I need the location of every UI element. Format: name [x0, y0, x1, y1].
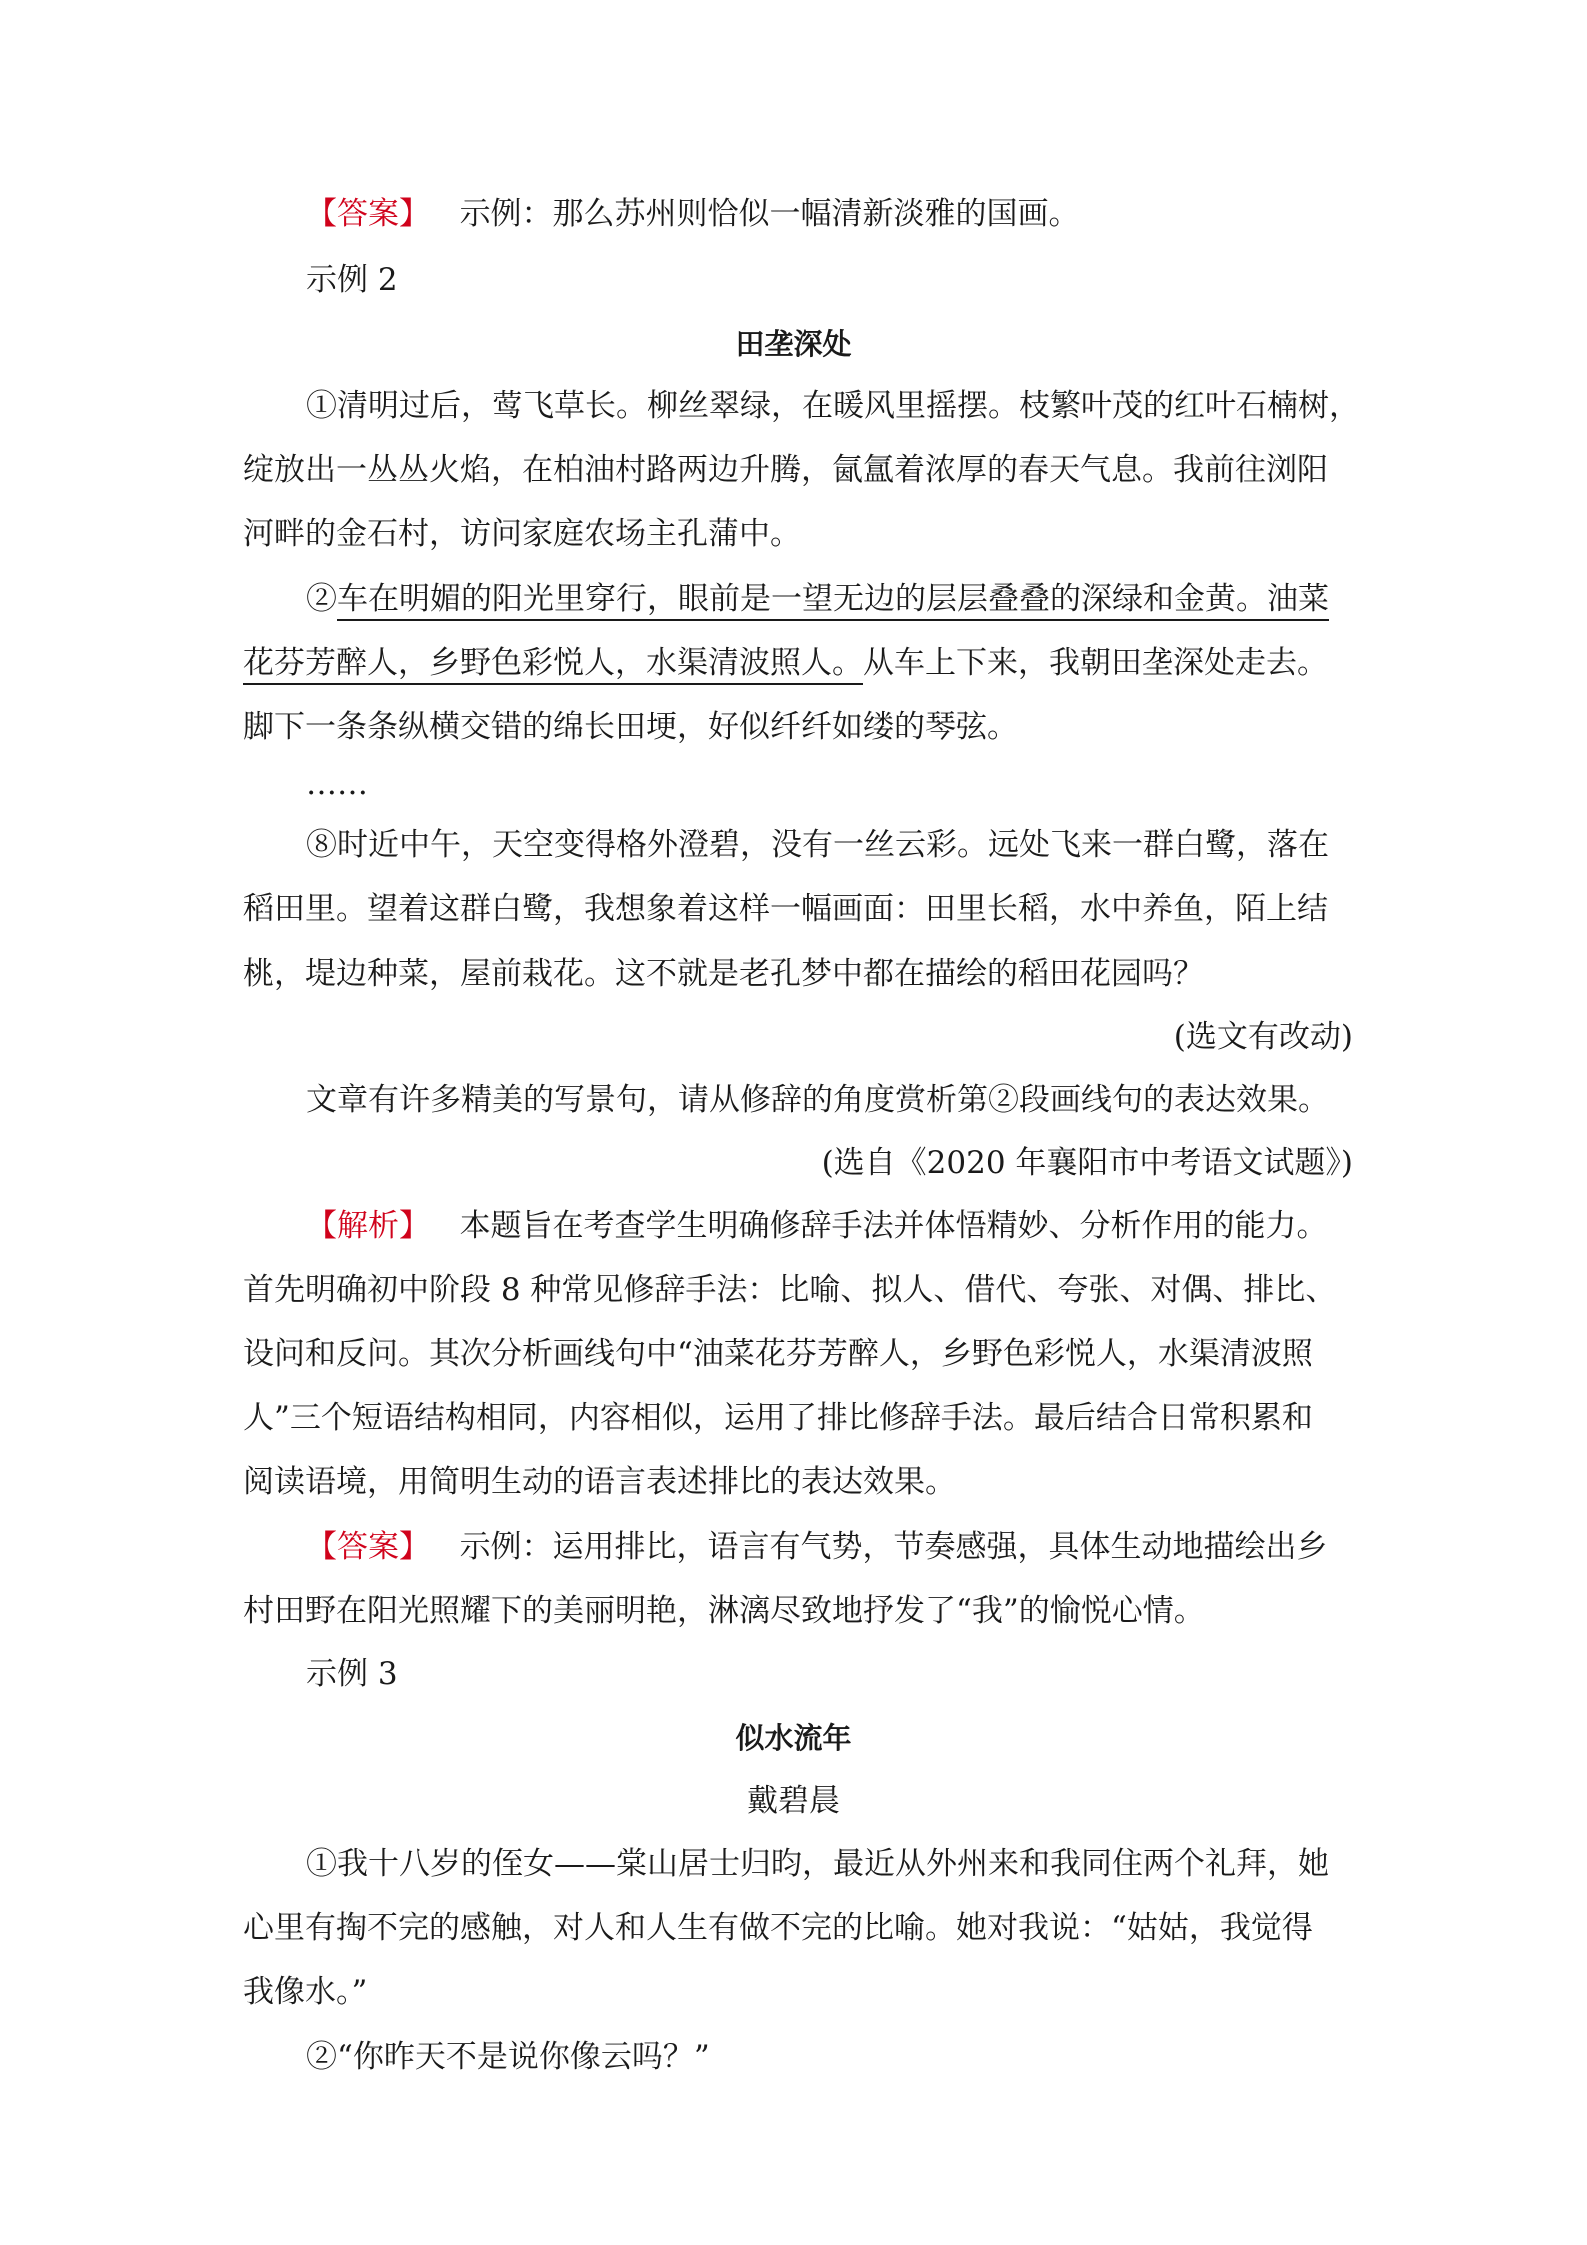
analysis-line: 人”三个短语结构相同，内容相似，运用了排比修辞手法。最后结合日常积累和	[243, 1400, 1313, 1436]
analysis-line	[306, 1204, 1328, 1248]
ex1-answer-line	[306, 192, 1080, 236]
analysis-line: 阅读语境，用简明生动的语言表述排比的表达效果。	[243, 1464, 956, 1500]
paragraph-line	[306, 577, 1329, 621]
paragraph-line: 桃，堤边种菜，屋前栽花。这不就是老孔梦中都在描绘的稻田花园吗？	[243, 956, 1204, 992]
underlined-sentence: 车在明媚的阳光里穿行，眼前是一望无边的层层叠叠的深绿和金黄。油菜	[337, 581, 1329, 621]
analysis-text: 本题旨在考查学生明确修辞手法并体悟精妙、分析作用的能力。	[459, 1208, 1328, 1244]
answer-line	[306, 1525, 1328, 1569]
answer-tag: 【答案】	[306, 1529, 430, 1565]
paragraph-line: 绽放出一丛丛火焰，在柏油村路两边升腾，氤氲着浓厚的春天气息。我前往浏阳	[243, 452, 1328, 488]
essay-author: 戴碧晨	[747, 1783, 840, 1819]
analysis-tag: 【解析】	[306, 1208, 430, 1244]
essay-title-2: 似水流年	[735, 1721, 852, 1755]
paragraph-line: 我像水。”	[243, 1974, 368, 2010]
underlined-sentence: 花芬芳醉人，乡野色彩悦人，水渠清波照人。	[243, 645, 863, 685]
paragraph-line	[243, 641, 1328, 685]
paragraph-number: ②	[306, 581, 337, 617]
paragraph-line: 河畔的金石村，访问家庭农场主孔蒲中。	[243, 516, 801, 552]
source-note: (选自《2020 年襄阳市中考语文试题》)	[821, 1145, 1353, 1181]
example-3-label: 示例 3	[306, 1656, 398, 1692]
paragraph-line: ①清明过后，莺飞草长。柳丝翠绿，在暖风里摇摆。枝繁叶茂的红叶石楠树，	[306, 388, 1360, 424]
answer-text: 示例：运用排比，语言有气势，节奏感强，具体生动地描绘出乡	[459, 1529, 1328, 1565]
paragraph-line: 脚下一条条纵横交错的绵长田埂，好似纤纤如缕的琴弦。	[243, 709, 1018, 745]
answer-line: 村田野在阳光照耀下的美丽明艳，淋漓尽致地抒发了“我”的愉悦心情。	[243, 1593, 1205, 1629]
answer-tag: 【答案】	[306, 196, 430, 232]
paragraph-line: 稻田里。望着这群白鹭，我想象着这样一幅画面：田里长稻，水中养鱼，陌上结	[243, 891, 1328, 927]
paragraph-line: ①我十八岁的侄女——棠山居士归昀，最近从外州来和我同住两个礼拜，她	[306, 1846, 1329, 1882]
analysis-line: 首先明确初中阶段 8 种常见修辞手法：比喻、拟人、借代、夸张、对偶、排比、	[243, 1272, 1337, 1308]
paragraph-line: 心里有掏不完的感触，对人和人生有做不完的比喻。她对我说：“姑姑，我觉得	[243, 1910, 1313, 1946]
paragraph-text: 从车上下来，我朝田垄深处走去。	[863, 645, 1328, 681]
edit-note: (选文有改动)	[1173, 1019, 1353, 1055]
question-text: 文章有许多精美的写景句，请从修辞的角度赏析第②段画线句的表达效果。	[306, 1082, 1329, 1118]
paragraph-line: ②“你昨天不是说你像云吗？”	[306, 2039, 710, 2075]
paragraph-line: ⑧时近中午，天空变得格外澄碧，没有一丝云彩。远处飞来一群白鹭，落在	[306, 827, 1329, 863]
answer-text: 示例：那么苏州则恰似一幅清新淡雅的国画。	[459, 196, 1080, 232]
essay-title-1: 田垄深处	[735, 327, 852, 361]
ellipsis: ……	[306, 766, 368, 802]
analysis-line: 设问和反问。其次分析画线句中“油菜花芬芳醉人，乡野色彩悦人，水渠清波照	[243, 1336, 1313, 1372]
example-2-label: 示例 2	[306, 262, 398, 298]
